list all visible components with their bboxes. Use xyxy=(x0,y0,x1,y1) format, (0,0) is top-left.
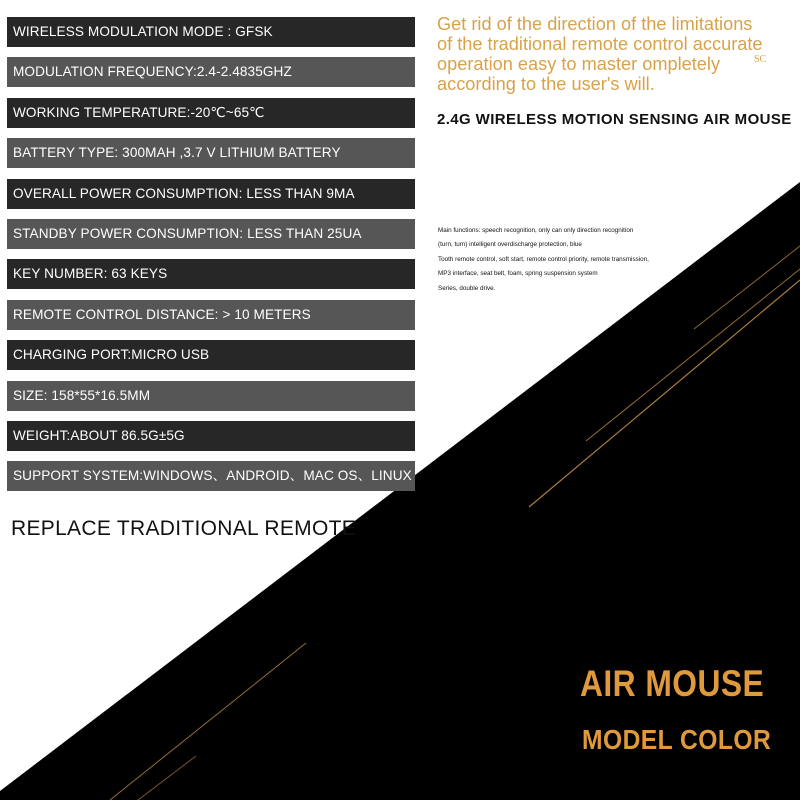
air-mouse-label: AIR MOUSE xyxy=(580,663,765,704)
spec-row: WEIGHT:ABOUT 86.5G±5G xyxy=(7,421,415,451)
spec-row: STANDBY POWER CONSUMPTION: LESS THAN 25UA xyxy=(7,219,415,249)
tagline xyxy=(437,14,797,94)
product-title: 2.4G WIRELESS MOTION SENSING AIR MOUSE xyxy=(437,111,792,128)
spec-row: WIRELESS MODULATION MODE : GFSK xyxy=(7,17,415,47)
replace-traditional-remote-heading: REPLACE TRADITIONAL REMOTE xyxy=(11,517,357,540)
spec-row: REMOTE CONTROL DISTANCE: > 10 METERS xyxy=(7,300,415,330)
tagline-line: of the traditional remote control accurate xyxy=(437,34,763,54)
spec-row: SUPPORT SYSTEM:WINDOWS、ANDROID、MAC OS、LINUX xyxy=(7,461,415,491)
function-line: MP3 interface, seat belt, foam, spring suspension system xyxy=(438,270,598,278)
tagline-line: operation easy to master ompletely xyxy=(437,54,721,74)
function-line: Series, double drive. xyxy=(438,284,496,292)
spec-row: KEY NUMBER: 63 KEYS xyxy=(7,259,415,289)
spec-row: OVERALL POWER CONSUMPTION: LESS THAN 9MA xyxy=(7,179,415,209)
spec-row: CHARGING PORT:MICRO USB xyxy=(7,340,415,370)
tagline-line: according to the user's will. xyxy=(437,74,655,94)
spec-list xyxy=(7,17,415,502)
spec-row: WORKING TEMPERATURE:-20℃~65℃ xyxy=(7,98,415,128)
function-line: Main functions: speech recognition, only can only direction recognition xyxy=(438,227,634,234)
spec-row: SIZE: 158*55*16.5MM xyxy=(7,381,415,411)
main-functions-text xyxy=(438,224,738,296)
function-line: Tooth remote control, soft start, remote control priority, remote transmission, xyxy=(438,255,649,263)
spec-row: MODULATION FREQUENCY:2.4-2.4835GHZ xyxy=(7,57,415,87)
sc-mark: SC xyxy=(754,54,767,65)
tagline-line: Get rid of the direction of the limitations xyxy=(437,14,753,34)
function-line: (turn, turn) intelligent overdischarge protection, blue xyxy=(438,241,582,249)
model-color-label: MODEL COLOR xyxy=(582,724,772,755)
spec-row: BATTERY TYPE: 300MAH ,3.7 V LITHIUM BATTERY xyxy=(7,138,415,168)
